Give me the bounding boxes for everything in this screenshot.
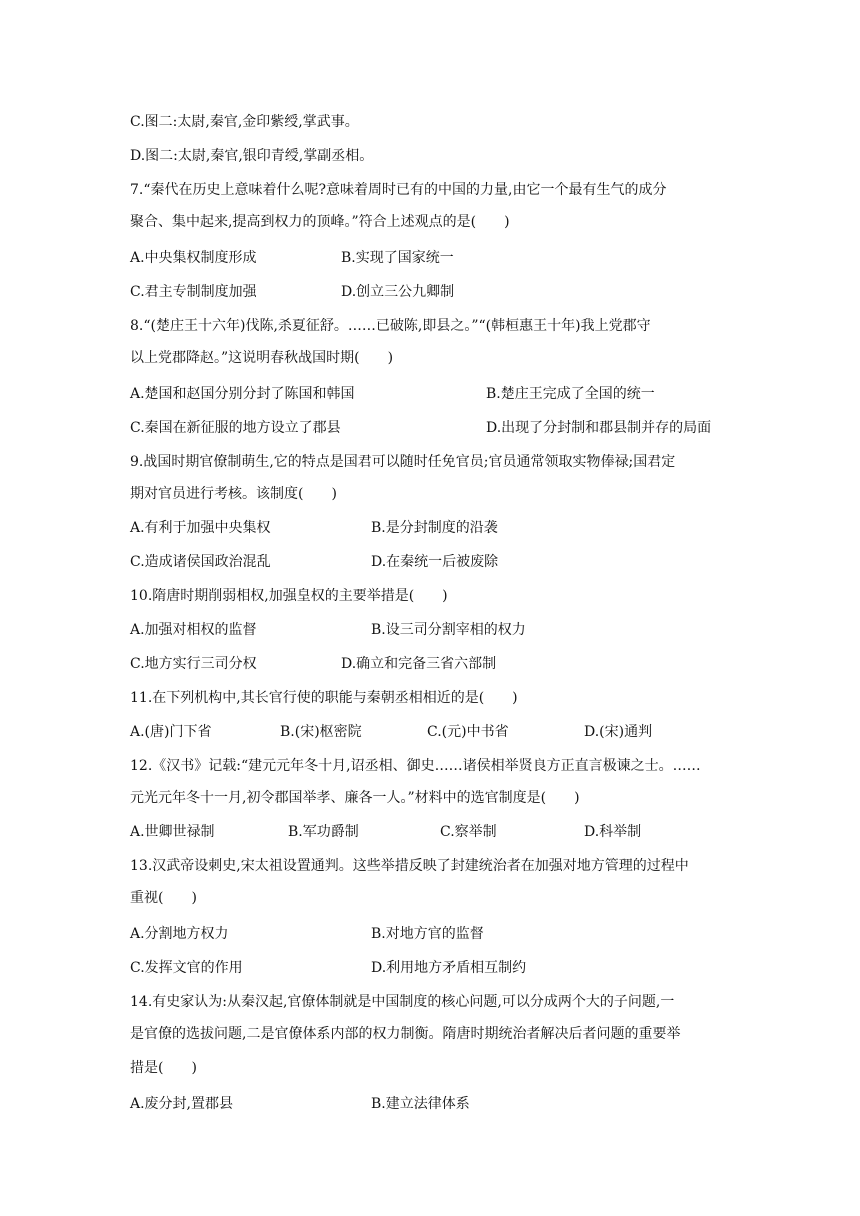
option-text: C.(元)中书省	[427, 724, 509, 740]
option-text: B.设三司分割宰相的权力	[371, 622, 526, 638]
option-text: B.楚庄王完成了全国的统一	[486, 386, 655, 402]
text-line: 8.“(楚庄王十六年)伐陈,杀夏征舒。……已破陈,即县之。”“(韩桓惠王十年)我上党郡守	[130, 318, 651, 334]
option-text: C.察举制	[440, 824, 497, 840]
text-line: 是官僚的选拔问题,二是官僚体系内部的权力制衡。隋唐时期统治者解决后者问题的重要举	[130, 1026, 681, 1042]
option-text: A.(唐)门下省	[130, 724, 212, 740]
options-row	[0, 653, 860, 675]
options-row	[0, 619, 860, 641]
text-line: 期对官员进行考核。该制度( )	[130, 486, 337, 502]
option-text: D.确立和完备三省六部制	[341, 656, 497, 672]
options-row	[0, 417, 860, 439]
text-line: 9.战国时期官僚制萌生,它的特点是国君可以随时任免官员;官员通常领取实物俸禄;国君定	[130, 454, 676, 470]
option-text: A.废分封,置郡县	[130, 1096, 234, 1112]
text-line: 13.汉武帝设刺史,宋太祖设置通判。这些举措反映了封建统治者在加强对地方管理的过程中	[130, 858, 689, 874]
option-text: B.建立法律体系	[371, 1096, 470, 1112]
option-text: B.军功爵制	[288, 824, 359, 840]
option-text: C.秦国在新征服的地方设立了郡县	[130, 420, 341, 436]
text-line: C.图二:太尉,秦官,金印紫绶,掌武事。	[130, 114, 359, 130]
options-row	[0, 821, 860, 843]
text-line: 元光元年冬十一月,初令郡国举孝、廉各一人。”材料中的选官制度是( )	[130, 790, 580, 806]
option-text: B.是分封制度的沿袭	[371, 520, 498, 536]
options-row	[0, 957, 860, 979]
text-line: 12.《汉书》记载:“建元元年冬十月,诏丞相、御史……诸侯相举贤良方正直言极谏之士。……	[130, 758, 701, 774]
text-line: 11.在下列机构中,其长官行使的职能与秦朝丞相相近的是( )	[130, 690, 518, 706]
option-text: D.利用地方矛盾相互制约	[371, 960, 527, 976]
option-text: A.有利于加强中央集权	[130, 520, 271, 536]
options-row	[0, 721, 860, 743]
text-line: 7.“秦代在历史上意味着什么呢?意味着周时已有的中国的力量,由它一个最有生气的成分	[130, 182, 667, 198]
options-row	[0, 383, 860, 405]
option-text: B.实现了国家统一	[341, 250, 454, 266]
text-line: 重视( )	[130, 890, 197, 906]
options-row	[0, 281, 860, 303]
option-text: C.造成诸侯国政治混乱	[130, 554, 271, 570]
option-text: D.在秦统一后被废除	[371, 554, 499, 570]
text-line: 10.隋唐时期削弱相权,加强皇权的主要举措是( )	[130, 588, 448, 604]
options-row	[0, 923, 860, 945]
options-row	[0, 1093, 860, 1115]
option-text: A.加强对相权的监督	[130, 622, 257, 638]
text-line: D.图二:太尉,秦官,银印青绶,掌副丞相。	[130, 148, 374, 164]
options-row	[0, 551, 860, 573]
option-text: D.出现了分封制和郡县制并存的局面	[486, 420, 712, 436]
text-line: 14.有史家认为:从秦汉起,官僚体制就是中国制度的核心问题,可以分成两个大的子问题,一	[130, 994, 675, 1010]
options-row	[0, 517, 860, 539]
option-text: D.科举制	[584, 824, 642, 840]
text-line: 以上党郡降赵。”这说明春秋战国时期( )	[130, 350, 394, 366]
option-text: C.君主专制制度加强	[130, 284, 257, 300]
option-text: A.分割地方权力	[130, 926, 229, 942]
option-text: D.(宋)通判	[584, 724, 653, 740]
text-line: 聚合、集中起来,提高到权力的顶峰。”符合上述观点的是( )	[130, 214, 510, 230]
option-text: B.(宋)枢密院	[280, 724, 362, 740]
text-line: 措是( )	[130, 1060, 197, 1076]
option-text: D.创立三公九卿制	[341, 284, 455, 300]
option-text: B.对地方官的监督	[371, 926, 484, 942]
option-text: C.发挥文官的作用	[130, 960, 243, 976]
option-text: A.楚国和赵国分别分封了陈国和韩国	[130, 386, 355, 402]
option-text: A.世卿世禄制	[130, 824, 215, 840]
option-text: C.地方实行三司分权	[130, 656, 257, 672]
options-row	[0, 247, 860, 269]
option-text: A.中央集权制度形成	[130, 250, 257, 266]
